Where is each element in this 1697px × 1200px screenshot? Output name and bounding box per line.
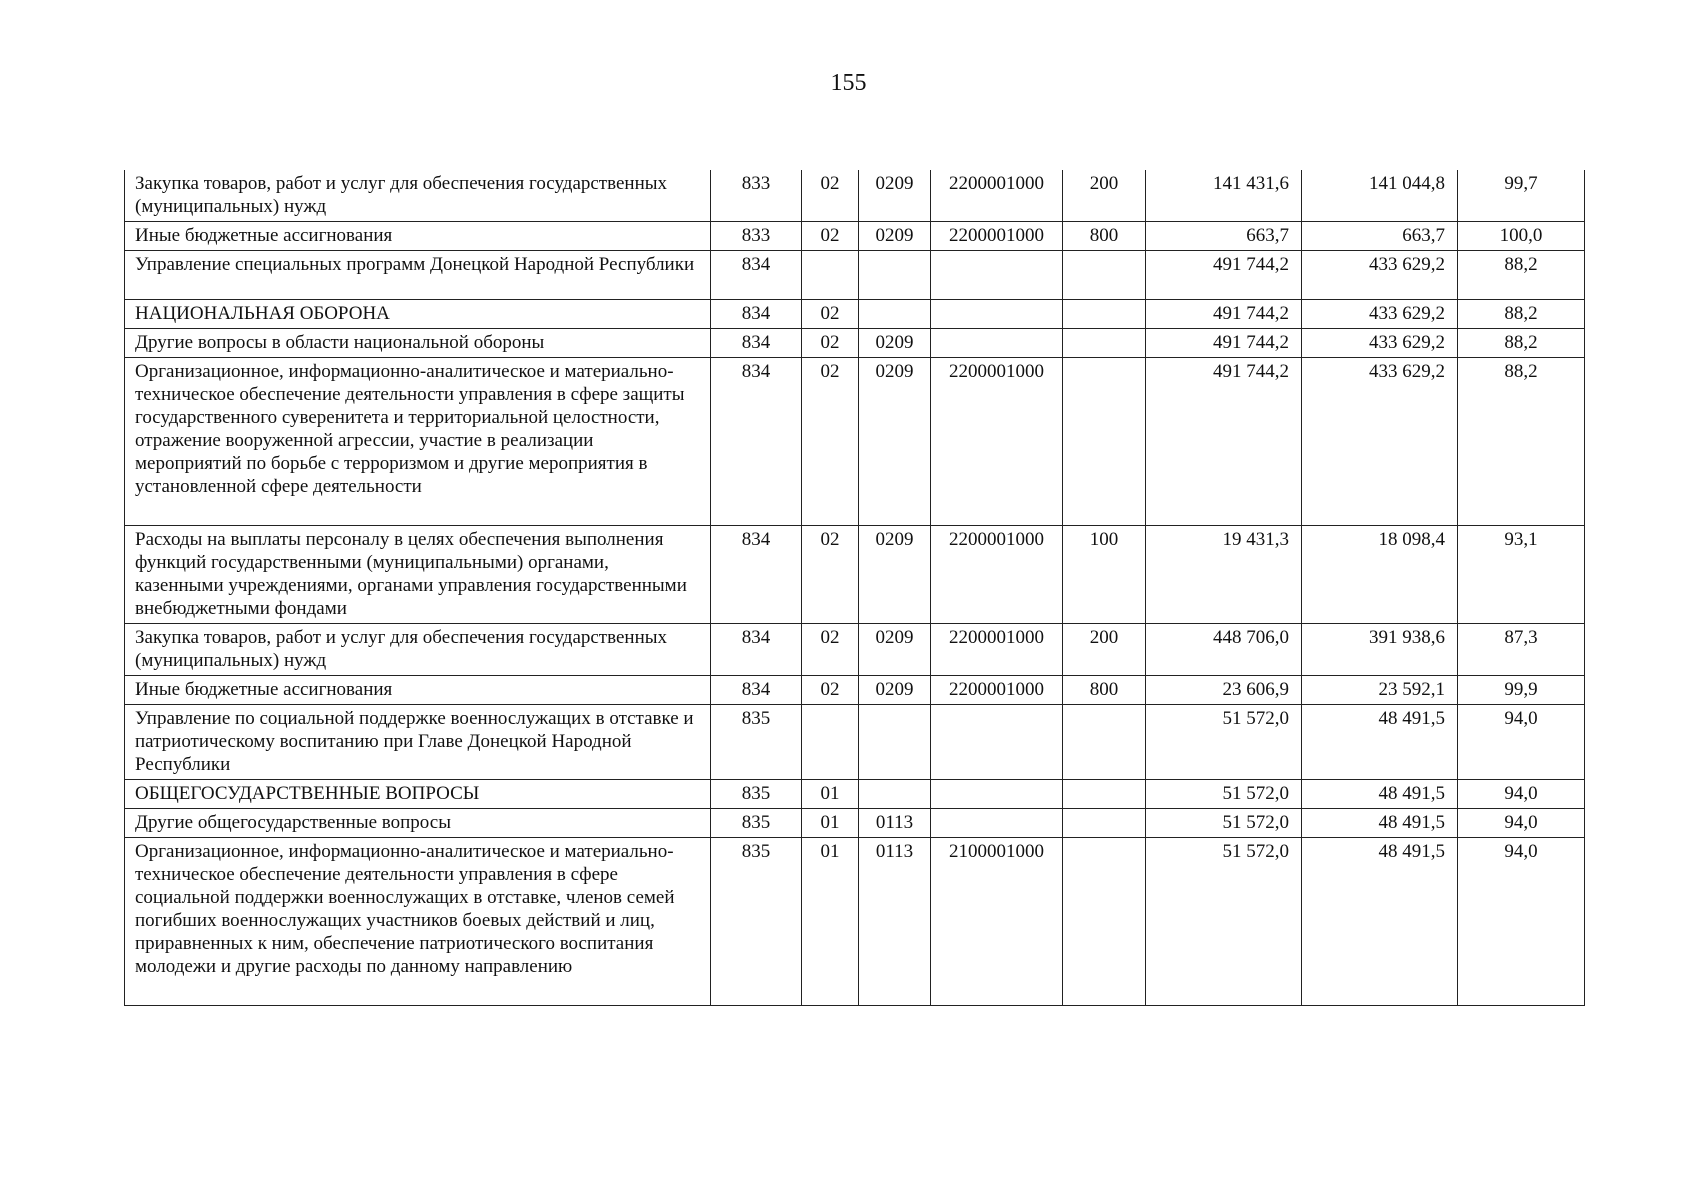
cell-target-article: 2200001000 xyxy=(931,358,1063,526)
cell-expense-type xyxy=(1063,809,1146,838)
table-row xyxy=(125,676,1585,705)
cell-subsection-code xyxy=(859,300,931,329)
cell-subsection-code: 0209 xyxy=(859,222,931,251)
cell-section-code: 01 xyxy=(802,838,859,1006)
cell-ved-code: 834 xyxy=(711,526,802,624)
cell-name: Иные бюджетные ассигнования xyxy=(125,676,711,705)
cell-section-code: 02 xyxy=(802,624,859,676)
cell-execution-percent: 88,2 xyxy=(1458,329,1585,358)
cell-execution-percent: 93,1 xyxy=(1458,526,1585,624)
cell-actual-amount: 48 491,5 xyxy=(1302,780,1458,809)
cell-expense-type: 100 xyxy=(1063,526,1146,624)
cell-execution-percent: 94,0 xyxy=(1458,838,1585,1006)
cell-actual-amount: 391 938,6 xyxy=(1302,624,1458,676)
table-row xyxy=(125,809,1585,838)
table-row xyxy=(125,705,1585,780)
cell-target-article xyxy=(931,705,1063,780)
cell-ved-code: 834 xyxy=(711,676,802,705)
cell-section-code: 02 xyxy=(802,676,859,705)
cell-subsection-code: 0209 xyxy=(859,624,931,676)
cell-planned-amount: 51 572,0 xyxy=(1146,809,1302,838)
cell-subsection-code: 0113 xyxy=(859,809,931,838)
cell-execution-percent: 88,2 xyxy=(1458,300,1585,329)
table-row xyxy=(125,780,1585,809)
table-row xyxy=(125,526,1585,624)
cell-execution-percent: 94,0 xyxy=(1458,809,1585,838)
cell-ved-code: 835 xyxy=(711,809,802,838)
page-number: 155 xyxy=(830,70,867,96)
cell-ved-code: 834 xyxy=(711,251,802,300)
cell-section-code xyxy=(802,705,859,780)
cell-execution-percent: 99,7 xyxy=(1458,170,1585,222)
cell-target-article xyxy=(931,329,1063,358)
cell-execution-percent: 100,0 xyxy=(1458,222,1585,251)
cell-planned-amount: 663,7 xyxy=(1146,222,1302,251)
cell-target-article xyxy=(931,251,1063,300)
cell-execution-percent: 94,0 xyxy=(1458,705,1585,780)
cell-name: Расходы на выплаты персоналу в целях обеспечения выполнения функций государственными (муниципальными) органами, казенными учреждениями, органами управления государственными внебюджетными фондами xyxy=(125,526,711,624)
table-row xyxy=(125,300,1585,329)
cell-planned-amount: 491 744,2 xyxy=(1146,358,1302,526)
cell-name: ОБЩЕГОСУДАРСТВЕННЫЕ ВОПРОСЫ xyxy=(125,780,711,809)
cell-planned-amount: 51 572,0 xyxy=(1146,705,1302,780)
cell-name: Другие вопросы в области национальной обороны xyxy=(125,329,711,358)
table-row xyxy=(125,170,1585,222)
cell-planned-amount: 51 572,0 xyxy=(1146,780,1302,809)
cell-subsection-code: 0113 xyxy=(859,838,931,1006)
cell-expense-type xyxy=(1063,705,1146,780)
cell-target-article: 2200001000 xyxy=(931,222,1063,251)
cell-planned-amount: 51 572,0 xyxy=(1146,838,1302,1006)
cell-target-article xyxy=(931,300,1063,329)
cell-actual-amount: 141 044,8 xyxy=(1302,170,1458,222)
cell-actual-amount: 433 629,2 xyxy=(1302,300,1458,329)
cell-expense-type: 800 xyxy=(1063,676,1146,705)
cell-section-code: 02 xyxy=(802,170,859,222)
cell-subsection-code: 0209 xyxy=(859,329,931,358)
cell-ved-code: 835 xyxy=(711,838,802,1006)
cell-planned-amount: 448 706,0 xyxy=(1146,624,1302,676)
cell-ved-code: 834 xyxy=(711,329,802,358)
cell-expense-type: 200 xyxy=(1063,624,1146,676)
cell-ved-code: 833 xyxy=(711,170,802,222)
cell-subsection-code xyxy=(859,780,931,809)
cell-execution-percent: 87,3 xyxy=(1458,624,1585,676)
cell-target-article: 2200001000 xyxy=(931,676,1063,705)
cell-section-code: 02 xyxy=(802,358,859,526)
cell-planned-amount: 141 431,6 xyxy=(1146,170,1302,222)
cell-actual-amount: 433 629,2 xyxy=(1302,251,1458,300)
cell-ved-code: 834 xyxy=(711,624,802,676)
cell-planned-amount: 491 744,2 xyxy=(1146,251,1302,300)
cell-name: Закупка товаров, работ и услуг для обеспечения государственных (муниципальных) нужд xyxy=(125,624,711,676)
cell-ved-code: 835 xyxy=(711,705,802,780)
cell-subsection-code xyxy=(859,251,931,300)
cell-planned-amount: 491 744,2 xyxy=(1146,300,1302,329)
cell-actual-amount: 663,7 xyxy=(1302,222,1458,251)
cell-section-code: 02 xyxy=(802,222,859,251)
cell-actual-amount: 23 592,1 xyxy=(1302,676,1458,705)
cell-name: НАЦИОНАЛЬНАЯ ОБОРОНА xyxy=(125,300,711,329)
cell-expense-type xyxy=(1063,300,1146,329)
cell-expense-type: 200 xyxy=(1063,170,1146,222)
cell-expense-type xyxy=(1063,780,1146,809)
budget-table xyxy=(124,170,1585,1006)
cell-name: Управление по социальной поддержке военнослужащих в отставке и патриотическому воспитанию при Главе Донецкой Народной Республики xyxy=(125,705,711,780)
table-row xyxy=(125,222,1585,251)
cell-actual-amount: 48 491,5 xyxy=(1302,705,1458,780)
cell-expense-type xyxy=(1063,358,1146,526)
cell-planned-amount: 491 744,2 xyxy=(1146,329,1302,358)
cell-name: Иные бюджетные ассигнования xyxy=(125,222,711,251)
cell-ved-code: 834 xyxy=(711,358,802,526)
cell-target-article: 2100001000 xyxy=(931,838,1063,1006)
cell-name: Организационное, информационно-аналитическое и материально-техническое обеспечение деятельности управления в сфере социальной поддержки военнослужащих в отставке, членов семей погибших военнослужащих участников боевых действий и лиц, приравненных к ним, обеспечение патриотического воспитания молодежи и другие расходы по данному направлению xyxy=(125,838,711,1006)
cell-name: Закупка товаров, работ и услуг для обеспечения государственных (муниципальных) нужд xyxy=(125,170,711,222)
cell-execution-percent: 99,9 xyxy=(1458,676,1585,705)
cell-ved-code: 833 xyxy=(711,222,802,251)
cell-ved-code: 834 xyxy=(711,300,802,329)
table-row xyxy=(125,329,1585,358)
cell-name: Организационное, информационно-аналитическое и материально-техническое обеспечение деятельности управления в сфере защиты государственного суверенитета и территориальной целостности, отражение вооруженной агрессии, участие в реализации мероприятий по борьбе с терроризмом и другие мероприятия в установленной сфере деятельности xyxy=(125,358,711,526)
table-row xyxy=(125,251,1585,300)
cell-subsection-code: 0209 xyxy=(859,526,931,624)
cell-expense-type xyxy=(1063,329,1146,358)
cell-actual-amount: 18 098,4 xyxy=(1302,526,1458,624)
cell-expense-type: 800 xyxy=(1063,222,1146,251)
cell-target-article xyxy=(931,780,1063,809)
cell-execution-percent: 88,2 xyxy=(1458,358,1585,526)
cell-planned-amount: 19 431,3 xyxy=(1146,526,1302,624)
cell-target-article: 2200001000 xyxy=(931,170,1063,222)
cell-section-code: 02 xyxy=(802,300,859,329)
table-row xyxy=(125,624,1585,676)
cell-target-article: 2200001000 xyxy=(931,526,1063,624)
cell-section-code: 02 xyxy=(802,526,859,624)
cell-actual-amount: 48 491,5 xyxy=(1302,809,1458,838)
cell-planned-amount: 23 606,9 xyxy=(1146,676,1302,705)
cell-subsection-code: 0209 xyxy=(859,170,931,222)
cell-actual-amount: 48 491,5 xyxy=(1302,838,1458,1006)
cell-actual-amount: 433 629,2 xyxy=(1302,358,1458,526)
table-row xyxy=(125,358,1585,526)
cell-section-code: 01 xyxy=(802,809,859,838)
cell-target-article xyxy=(931,809,1063,838)
cell-subsection-code: 0209 xyxy=(859,358,931,526)
cell-section-code xyxy=(802,251,859,300)
cell-target-article: 2200001000 xyxy=(931,624,1063,676)
table-row xyxy=(125,838,1585,1006)
cell-execution-percent: 94,0 xyxy=(1458,780,1585,809)
cell-section-code: 02 xyxy=(802,329,859,358)
cell-name: Управление специальных программ Донецкой Народной Республики xyxy=(125,251,711,300)
cell-name: Другие общегосударственные вопросы xyxy=(125,809,711,838)
cell-actual-amount: 433 629,2 xyxy=(1302,329,1458,358)
cell-ved-code: 835 xyxy=(711,780,802,809)
cell-subsection-code xyxy=(859,705,931,780)
cell-subsection-code: 0209 xyxy=(859,676,931,705)
cell-expense-type xyxy=(1063,838,1146,1006)
cell-execution-percent: 88,2 xyxy=(1458,251,1585,300)
cell-expense-type xyxy=(1063,251,1146,300)
table-body xyxy=(125,170,1585,1006)
cell-section-code: 01 xyxy=(802,780,859,809)
